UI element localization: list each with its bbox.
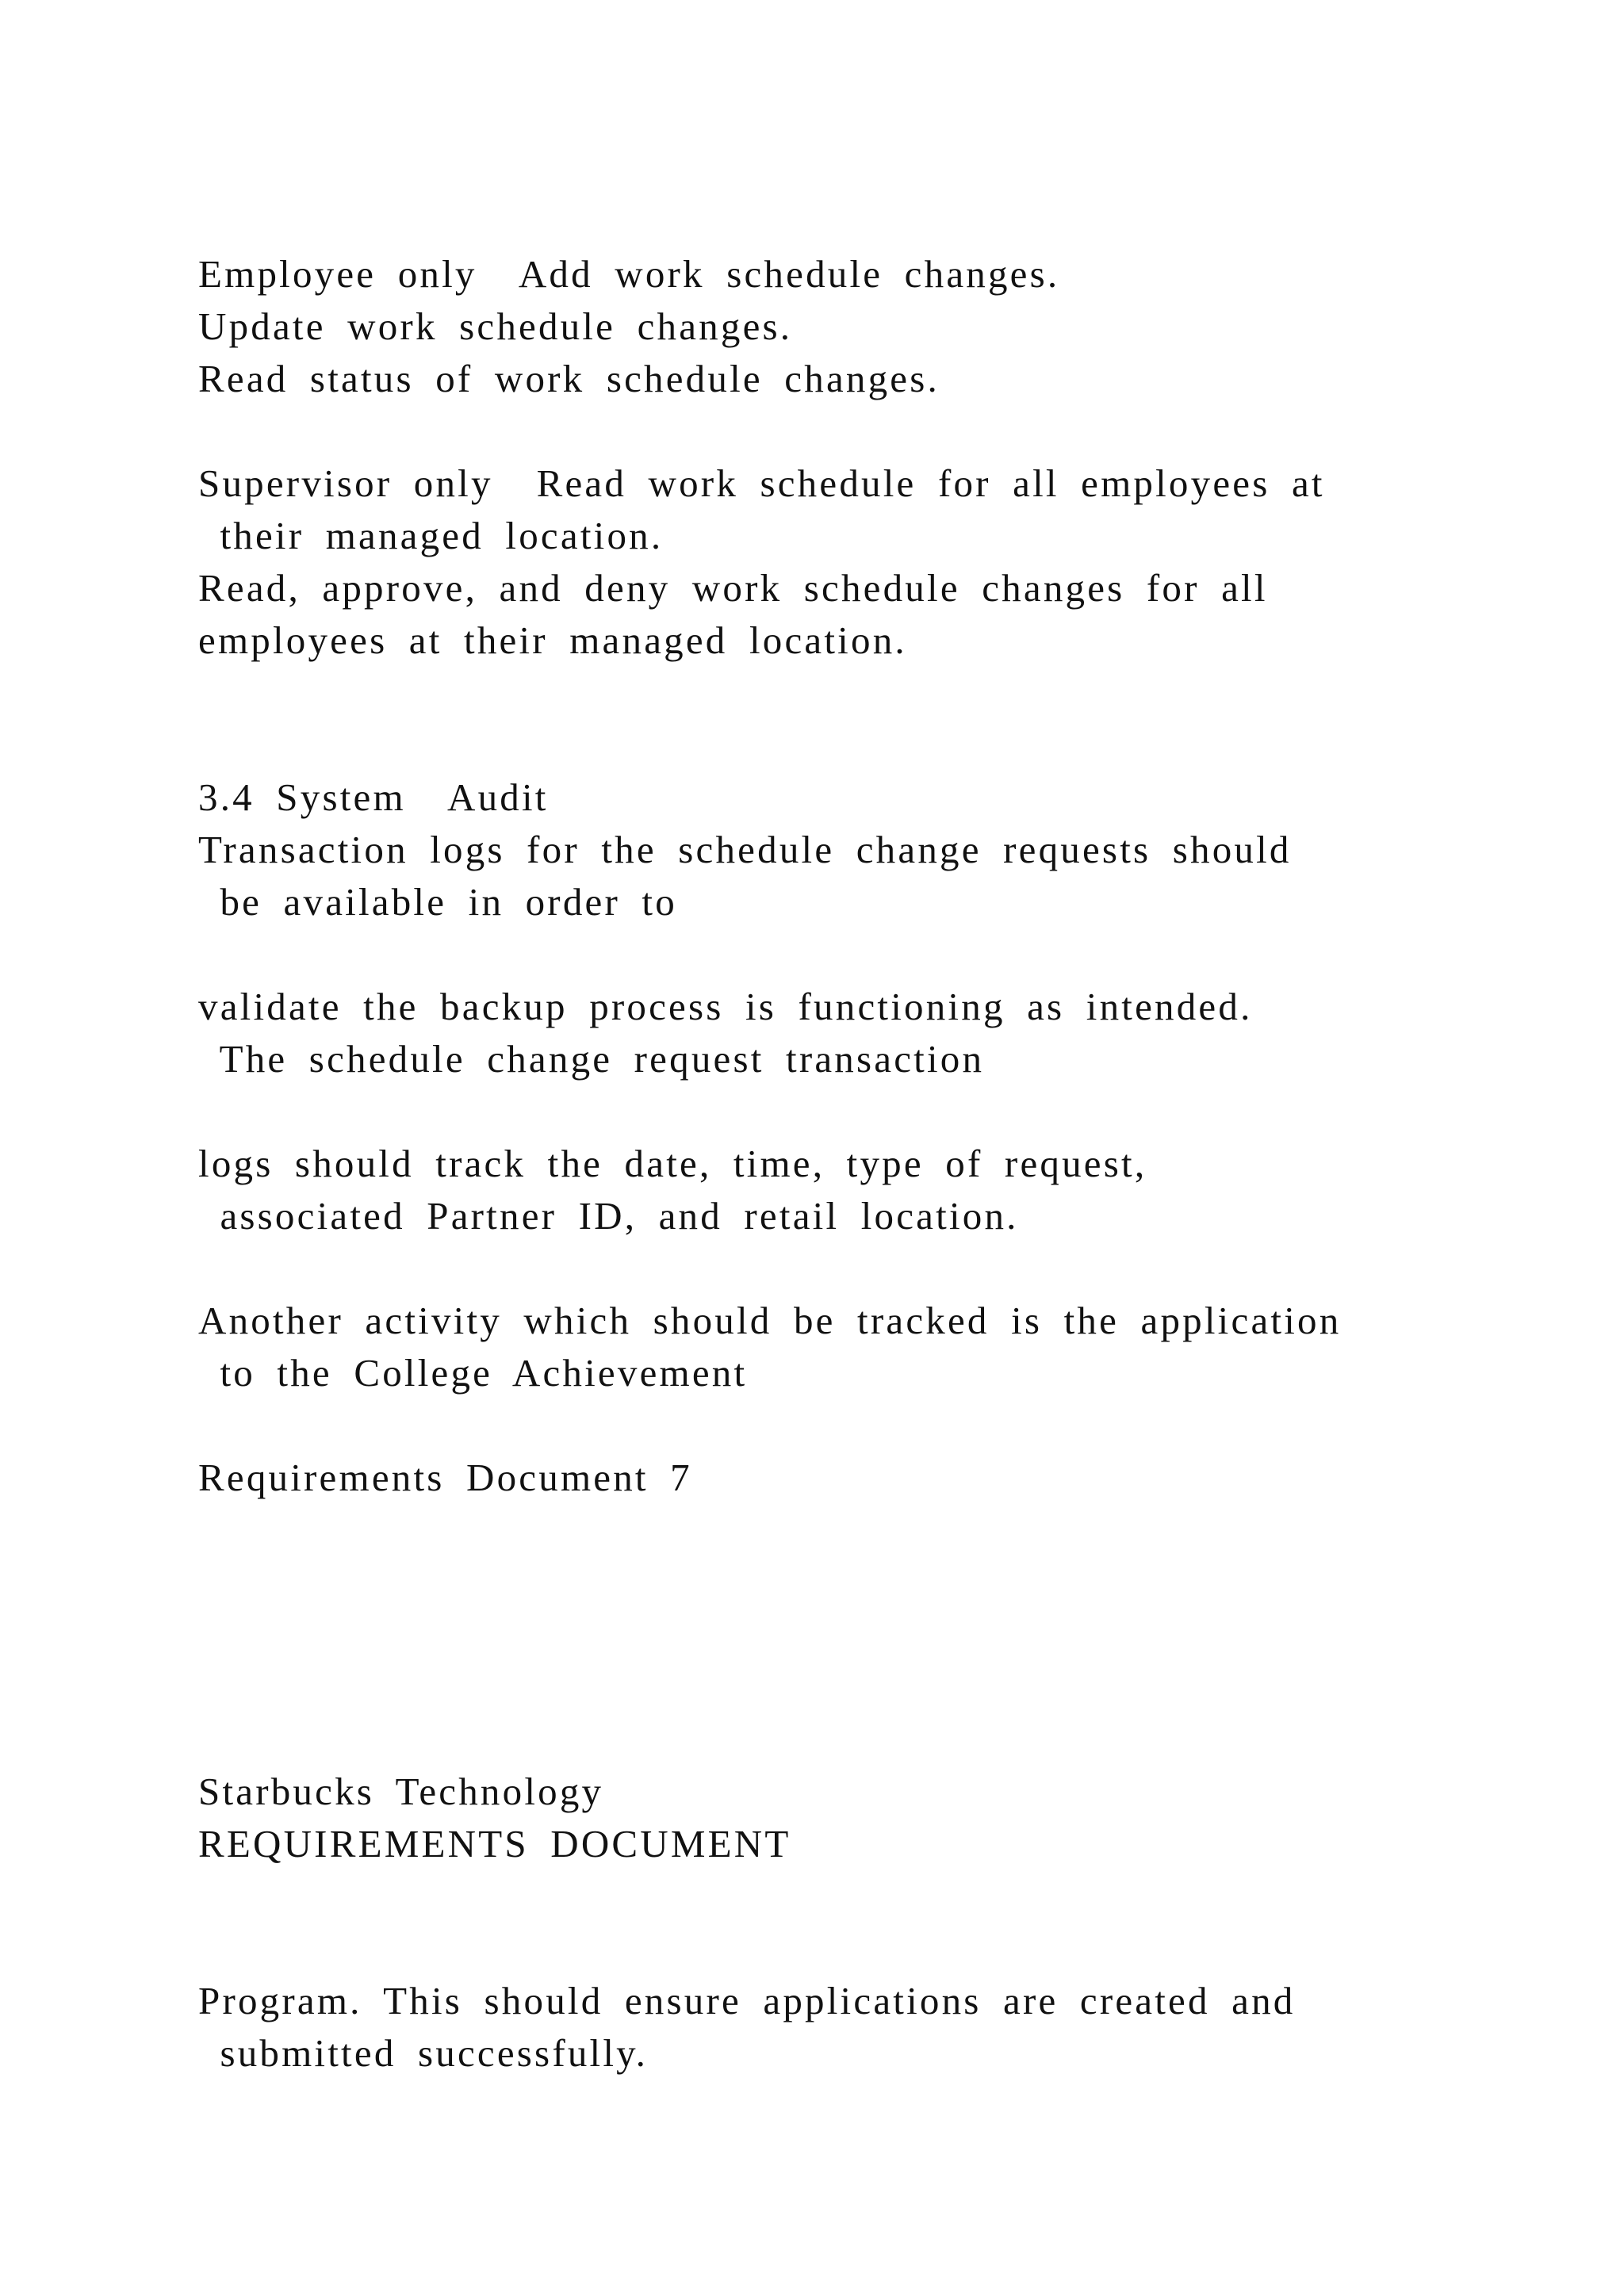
text-line-read-status: Read status of work schedule changes. [198, 357, 940, 400]
text-line-managed-location: their managed location. [198, 514, 664, 557]
page-header-title: REQUIREMENTS DOCUMENT [198, 1822, 791, 1866]
section-heading-system-audit: 3.4 System Audit [198, 775, 549, 819]
text-line-request-transaction: The schedule change request transaction [198, 1037, 985, 1081]
text-line-program: Program. This should ensure applications are created and [198, 1979, 1296, 2022]
text-line-supervisor-only: Supervisor only Read work schedule for all employees at [198, 461, 1325, 505]
page-header-company: Starbucks Technology [198, 1770, 604, 1813]
text-line-employees-at-location: employees at their managed location. [198, 618, 907, 662]
text-line-read-approve-deny: Read, approve, and deny work schedule changes for all [198, 566, 1268, 610]
text-line-employee-only: Employee only Add work schedule changes. [198, 252, 1060, 296]
text-line-partner-id: associated Partner ID, and retail location. [198, 1194, 1019, 1238]
text-line-logs-track: logs should track the date, time, type of request, [198, 1142, 1147, 1185]
text-line-transaction-logs: Transaction logs for the schedule change requests should [198, 828, 1292, 871]
text-line-update: Update work schedule changes. [198, 304, 793, 348]
text-line-college-achievement: to the College Achievement [198, 1351, 748, 1395]
text-line-another-activity: Another activity which should be tracked is the application [198, 1299, 1342, 1342]
text-line-available: be available in order to [198, 880, 677, 924]
text-line-submitted: submitted successfully. [198, 2031, 649, 2075]
text-line-validate-backup: validate the backup process is functioning as intended. [198, 985, 1253, 1028]
page-footer: Requirements Document 7 [198, 1456, 692, 1499]
